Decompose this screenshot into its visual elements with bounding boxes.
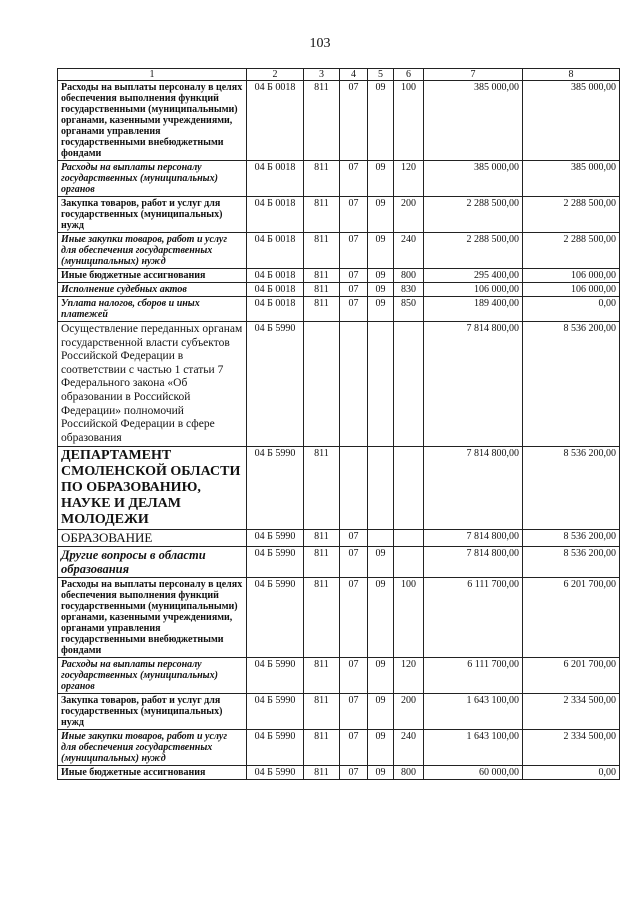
subsection-code-cell: 09 [368, 658, 394, 694]
expense-type-cell [394, 530, 424, 547]
subsection-code-cell: 09 [368, 197, 394, 233]
section-code-cell: 07 [340, 269, 368, 283]
amount-year1-cell: 7 814 800,00 [424, 447, 523, 530]
amount-year1-cell: 1 643 100,00 [424, 730, 523, 766]
amount-year1-cell: 385 000,00 [424, 81, 523, 161]
column-header: 6 [394, 69, 424, 81]
section-code-cell: 07 [340, 578, 368, 658]
ministry-code-cell: 811 [304, 730, 340, 766]
table-body [58, 81, 620, 780]
subsection-code-cell: 09 [368, 81, 394, 161]
amount-year1-cell: 106 000,00 [424, 283, 523, 297]
subsection-code-cell: 09 [368, 578, 394, 658]
amount-year1-cell: 2 288 500,00 [424, 197, 523, 233]
section-code-cell: 07 [340, 530, 368, 547]
expense-type-cell: 120 [394, 161, 424, 197]
table-row [58, 578, 620, 658]
ministry-code-cell: 811 [304, 547, 340, 578]
subsection-code-cell: 09 [368, 547, 394, 578]
amount-year2-cell: 2 334 500,00 [523, 694, 620, 730]
target-code-cell: 04 Б 5990 [247, 547, 304, 578]
subsection-code-cell: 09 [368, 269, 394, 283]
table-row [58, 447, 620, 530]
table-row [58, 658, 620, 694]
row-name-cell: Исполнение судебных актов [58, 283, 247, 297]
amount-year2-cell: 8 536 200,00 [523, 447, 620, 530]
budget-table [57, 68, 620, 780]
expense-type-cell: 100 [394, 81, 424, 161]
expense-type-cell: 240 [394, 233, 424, 269]
row-name-cell: Расходы на выплаты персоналу в целях обеспечения выполнения функций государственными (муниципальными) органами, казенными учреждениями, органами управления государственными внебюджетными фондами [58, 81, 247, 161]
ministry-code-cell: 811 [304, 161, 340, 197]
expense-type-cell: 800 [394, 269, 424, 283]
ministry-code-cell: 811 [304, 269, 340, 283]
row-name-cell: Осуществление переданных органам государственной власти субъектов Российской Федерации в соответствии с частью 1 статьи 7 Федерального закона «Об образовании в Российской Федерации» полномочий Российской Федерации в сфере образования [58, 322, 247, 447]
amount-year2-cell: 8 536 200,00 [523, 322, 620, 447]
row-name-cell: Закупка товаров, работ и услуг для государственных (муниципальных) нужд [58, 197, 247, 233]
table-row [58, 81, 620, 161]
ministry-code-cell: 811 [304, 233, 340, 269]
row-name-cell: Иные закупки товаров, работ и услуг для обеспечения государственных (муниципальных) нужд [58, 233, 247, 269]
amount-year2-cell: 8 536 200,00 [523, 530, 620, 547]
amount-year1-cell: 7 814 800,00 [424, 322, 523, 447]
table-row [58, 297, 620, 322]
ministry-code-cell: 811 [304, 197, 340, 233]
section-code-cell: 07 [340, 658, 368, 694]
amount-year1-cell: 295 400,00 [424, 269, 523, 283]
table-row [58, 694, 620, 730]
section-code-cell: 07 [340, 766, 368, 780]
table-row [58, 766, 620, 780]
section-code-cell: 07 [340, 297, 368, 322]
column-header: 1 [58, 69, 247, 81]
expense-type-cell: 100 [394, 578, 424, 658]
amount-year2-cell: 6 201 700,00 [523, 578, 620, 658]
subsection-code-cell: 09 [368, 297, 394, 322]
row-name-cell: Расходы на выплаты персоналу государственных (муниципальных) органов [58, 161, 247, 197]
section-code-cell: 07 [340, 694, 368, 730]
ministry-code-cell: 811 [304, 694, 340, 730]
row-name-cell: Закупка товаров, работ и услуг для государственных (муниципальных) нужд [58, 694, 247, 730]
ministry-code-cell: 811 [304, 297, 340, 322]
target-code-cell: 04 Б 0018 [247, 161, 304, 197]
section-code-cell [340, 322, 368, 447]
table-row [58, 269, 620, 283]
ministry-code-cell: 811 [304, 658, 340, 694]
table-row [58, 233, 620, 269]
section-code-cell: 07 [340, 730, 368, 766]
amount-year2-cell: 0,00 [523, 297, 620, 322]
subsection-code-cell: 09 [368, 766, 394, 780]
expense-type-cell: 800 [394, 766, 424, 780]
target-code-cell: 04 Б 5990 [247, 530, 304, 547]
target-code-cell: 04 Б 0018 [247, 197, 304, 233]
expense-type-cell: 200 [394, 197, 424, 233]
expense-type-cell: 200 [394, 694, 424, 730]
row-name-cell: ОБРАЗОВАНИЕ [58, 530, 247, 547]
table-row [58, 197, 620, 233]
column-header: 5 [368, 69, 394, 81]
target-code-cell: 04 Б 5990 [247, 730, 304, 766]
amount-year2-cell: 0,00 [523, 766, 620, 780]
row-name-cell: Расходы на выплаты персоналу в целях обеспечения выполнения функций государственными (муниципальными) органами, казенными учреждениями, органами управления государственными внебюджетными фондами [58, 578, 247, 658]
amount-year1-cell: 60 000,00 [424, 766, 523, 780]
ministry-code-cell: 811 [304, 530, 340, 547]
subsection-code-cell [368, 322, 394, 447]
row-name-cell: Иные бюджетные ассигнования [58, 766, 247, 780]
expense-type-cell: 850 [394, 297, 424, 322]
table-row [58, 547, 620, 578]
target-code-cell: 04 Б 5990 [247, 322, 304, 447]
amount-year1-cell: 6 111 700,00 [424, 578, 523, 658]
amount-year2-cell: 2 288 500,00 [523, 233, 620, 269]
table-row [58, 161, 620, 197]
table-row [58, 283, 620, 297]
ministry-code-cell: 811 [304, 578, 340, 658]
row-name-cell: Другие вопросы в области образования [58, 547, 247, 578]
row-name-cell: ДЕПАРТАМЕНТ СМОЛЕНСКОЙ ОБЛАСТИ ПО ОБРАЗОВАНИЮ, НАУКЕ И ДЕЛАМ МОЛОДЕЖИ [58, 447, 247, 530]
section-code-cell: 07 [340, 547, 368, 578]
target-code-cell: 04 Б 0018 [247, 233, 304, 269]
column-header: 4 [340, 69, 368, 81]
ministry-code-cell: 811 [304, 766, 340, 780]
expense-type-cell [394, 447, 424, 530]
subsection-code-cell: 09 [368, 730, 394, 766]
subsection-code-cell [368, 447, 394, 530]
row-name-cell: Иные закупки товаров, работ и услуг для обеспечения государственных (муниципальных) нужд [58, 730, 247, 766]
amount-year2-cell: 106 000,00 [523, 269, 620, 283]
column-header: 2 [247, 69, 304, 81]
table-row [58, 322, 620, 447]
row-name-cell: Расходы на выплаты персоналу государственных (муниципальных) органов [58, 658, 247, 694]
section-code-cell: 07 [340, 283, 368, 297]
subsection-code-cell: 09 [368, 233, 394, 269]
amount-year1-cell: 385 000,00 [424, 161, 523, 197]
amount-year2-cell: 106 000,00 [523, 283, 620, 297]
amount-year2-cell: 385 000,00 [523, 81, 620, 161]
amount-year1-cell: 189 400,00 [424, 297, 523, 322]
ministry-code-cell: 811 [304, 81, 340, 161]
target-code-cell: 04 Б 0018 [247, 283, 304, 297]
subsection-code-cell [368, 530, 394, 547]
amount-year2-cell: 385 000,00 [523, 161, 620, 197]
subsection-code-cell: 09 [368, 161, 394, 197]
amount-year1-cell: 2 288 500,00 [424, 233, 523, 269]
section-code-cell: 07 [340, 161, 368, 197]
ministry-code-cell [304, 322, 340, 447]
target-code-cell: 04 Б 5990 [247, 578, 304, 658]
section-code-cell: 07 [340, 197, 368, 233]
column-header: 3 [304, 69, 340, 81]
expense-type-cell [394, 547, 424, 578]
amount-year1-cell: 7 814 800,00 [424, 547, 523, 578]
subsection-code-cell: 09 [368, 694, 394, 730]
table-row [58, 530, 620, 547]
amount-year1-cell: 7 814 800,00 [424, 530, 523, 547]
expense-type-cell [394, 322, 424, 447]
expense-type-cell: 830 [394, 283, 424, 297]
expense-type-cell: 120 [394, 658, 424, 694]
table-row [58, 730, 620, 766]
row-name-cell: Уплата налогов, сборов и иных платежей [58, 297, 247, 322]
table-header-row [58, 69, 620, 81]
subsection-code-cell: 09 [368, 283, 394, 297]
target-code-cell: 04 Б 0018 [247, 297, 304, 322]
section-code-cell: 07 [340, 81, 368, 161]
column-header: 8 [523, 69, 620, 81]
page-number: 103 [309, 36, 331, 51]
target-code-cell: 04 Б 5990 [247, 447, 304, 530]
amount-year2-cell: 6 201 700,00 [523, 658, 620, 694]
amount-year2-cell: 2 334 500,00 [523, 730, 620, 766]
expense-type-cell: 240 [394, 730, 424, 766]
amount-year2-cell: 8 536 200,00 [523, 547, 620, 578]
target-code-cell: 04 Б 5990 [247, 658, 304, 694]
section-code-cell: 07 [340, 233, 368, 269]
amount-year1-cell: 1 643 100,00 [424, 694, 523, 730]
ministry-code-cell: 811 [304, 447, 340, 530]
column-header: 7 [424, 69, 523, 81]
target-code-cell: 04 Б 5990 [247, 766, 304, 780]
section-code-cell [340, 447, 368, 530]
target-code-cell: 04 Б 5990 [247, 694, 304, 730]
ministry-code-cell: 811 [304, 283, 340, 297]
target-code-cell: 04 Б 0018 [247, 269, 304, 283]
amount-year2-cell: 2 288 500,00 [523, 197, 620, 233]
amount-year1-cell: 6 111 700,00 [424, 658, 523, 694]
target-code-cell: 04 Б 0018 [247, 81, 304, 161]
row-name-cell: Иные бюджетные ассигнования [58, 269, 247, 283]
